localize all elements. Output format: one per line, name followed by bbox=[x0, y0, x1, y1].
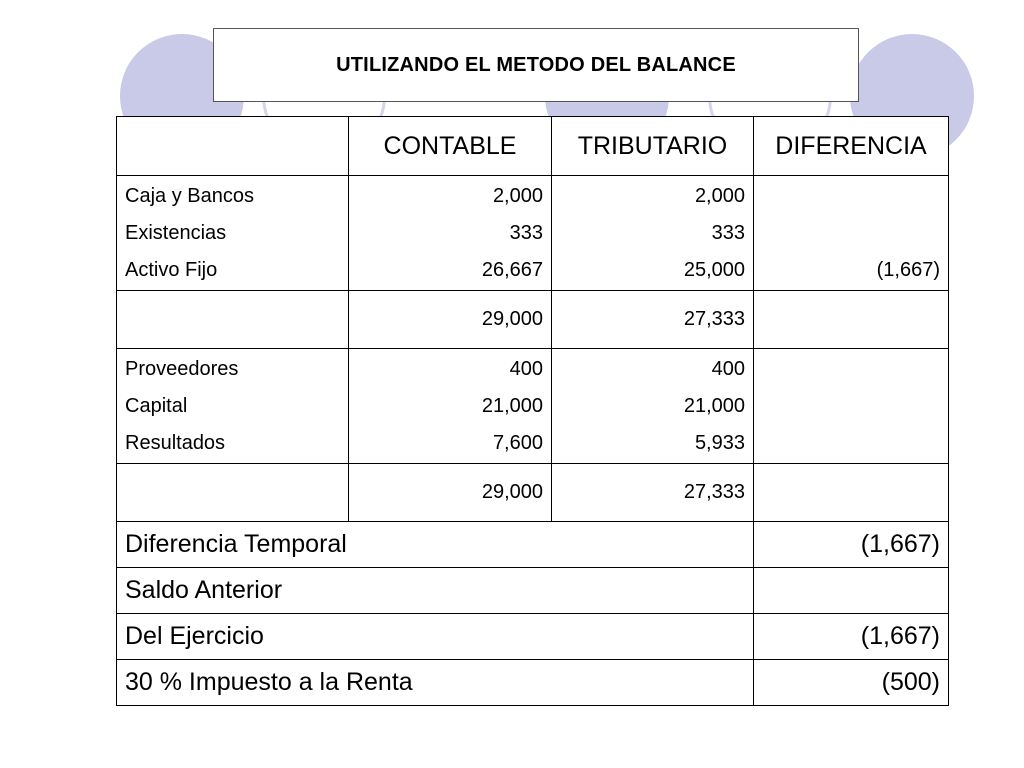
header-diferencia: DIFERENCIA bbox=[754, 117, 949, 176]
cell-value: 400 bbox=[509, 357, 543, 380]
assets-total-row bbox=[117, 291, 949, 349]
liabilities-total-diferencia bbox=[754, 464, 949, 522]
cell-value: 400 bbox=[711, 357, 745, 380]
summary-value: (1,667) bbox=[754, 614, 949, 660]
assets-diferencia bbox=[754, 176, 949, 291]
assets-tributario bbox=[552, 176, 754, 291]
label-activo-fijo: Activo Fijo bbox=[125, 258, 218, 281]
cell-value: 5,933 bbox=[694, 431, 745, 454]
summary-value: (500) bbox=[754, 660, 949, 706]
assets-contable bbox=[349, 176, 552, 291]
total-label-empty bbox=[117, 291, 349, 349]
cell-value bbox=[762, 215, 940, 252]
cell-value: 333 bbox=[509, 221, 543, 244]
summary-row-saldo-anterior bbox=[117, 568, 949, 614]
assets-labels bbox=[117, 176, 349, 291]
liabilities-contable bbox=[349, 349, 552, 464]
liabilities-tributario bbox=[552, 349, 754, 464]
summary-label: 30 % Impuesto a la Renta bbox=[117, 660, 754, 706]
cell-value: 333 bbox=[711, 221, 745, 244]
liabilities-total-tributario: 27,333 bbox=[552, 464, 754, 522]
cell-value: 21,000 bbox=[481, 394, 543, 417]
cell-value: 21,000 bbox=[683, 394, 745, 417]
cell-value bbox=[762, 178, 940, 215]
header-tributario: TRIBUTARIO bbox=[552, 117, 754, 176]
assets-total-contable: 29,000 bbox=[349, 291, 552, 349]
label-existencias: Existencias bbox=[125, 221, 227, 244]
cell-value: 2,000 bbox=[492, 184, 543, 207]
cell-value: 2,000 bbox=[694, 184, 745, 207]
slide-title-text: UTILIZANDO EL METODO DEL BALANCE bbox=[336, 53, 736, 76]
label-caja-bancos: Caja y Bancos bbox=[125, 184, 254, 207]
assets-row bbox=[117, 176, 949, 291]
summary-label: Diferencia Temporal bbox=[117, 522, 754, 568]
assets-total-tributario: 27,333 bbox=[552, 291, 754, 349]
cell-value: 26,667 bbox=[481, 258, 543, 281]
label-proveedores: Proveedores bbox=[125, 357, 239, 380]
header-contable: CONTABLE bbox=[349, 117, 552, 176]
cell-value: (1,667) bbox=[876, 258, 940, 281]
summary-value bbox=[754, 568, 949, 614]
cell-value: 7,600 bbox=[492, 431, 543, 454]
slide-title bbox=[213, 28, 859, 102]
summary-label: Del Ejercicio bbox=[117, 614, 754, 660]
balance-table bbox=[116, 116, 949, 706]
liabilities-diferencia bbox=[754, 349, 949, 464]
header-row bbox=[117, 117, 949, 176]
cell-value: 25,000 bbox=[683, 258, 745, 281]
assets-total-diferencia bbox=[754, 291, 949, 349]
header-empty bbox=[117, 117, 349, 176]
summary-row-diferencia-temporal bbox=[117, 522, 949, 568]
summary-label: Saldo Anterior bbox=[117, 568, 754, 614]
summary-value: (1,667) bbox=[754, 522, 949, 568]
liabilities-labels bbox=[117, 349, 349, 464]
liabilities-total-row bbox=[117, 464, 949, 522]
total-label-empty bbox=[117, 464, 349, 522]
liabilities-row bbox=[117, 349, 949, 464]
label-resultados: Resultados bbox=[125, 431, 226, 454]
summary-row-impuesto-renta bbox=[117, 660, 949, 706]
liabilities-total-contable: 29,000 bbox=[349, 464, 552, 522]
label-capital: Capital bbox=[125, 394, 188, 417]
summary-row-del-ejercicio bbox=[117, 614, 949, 660]
